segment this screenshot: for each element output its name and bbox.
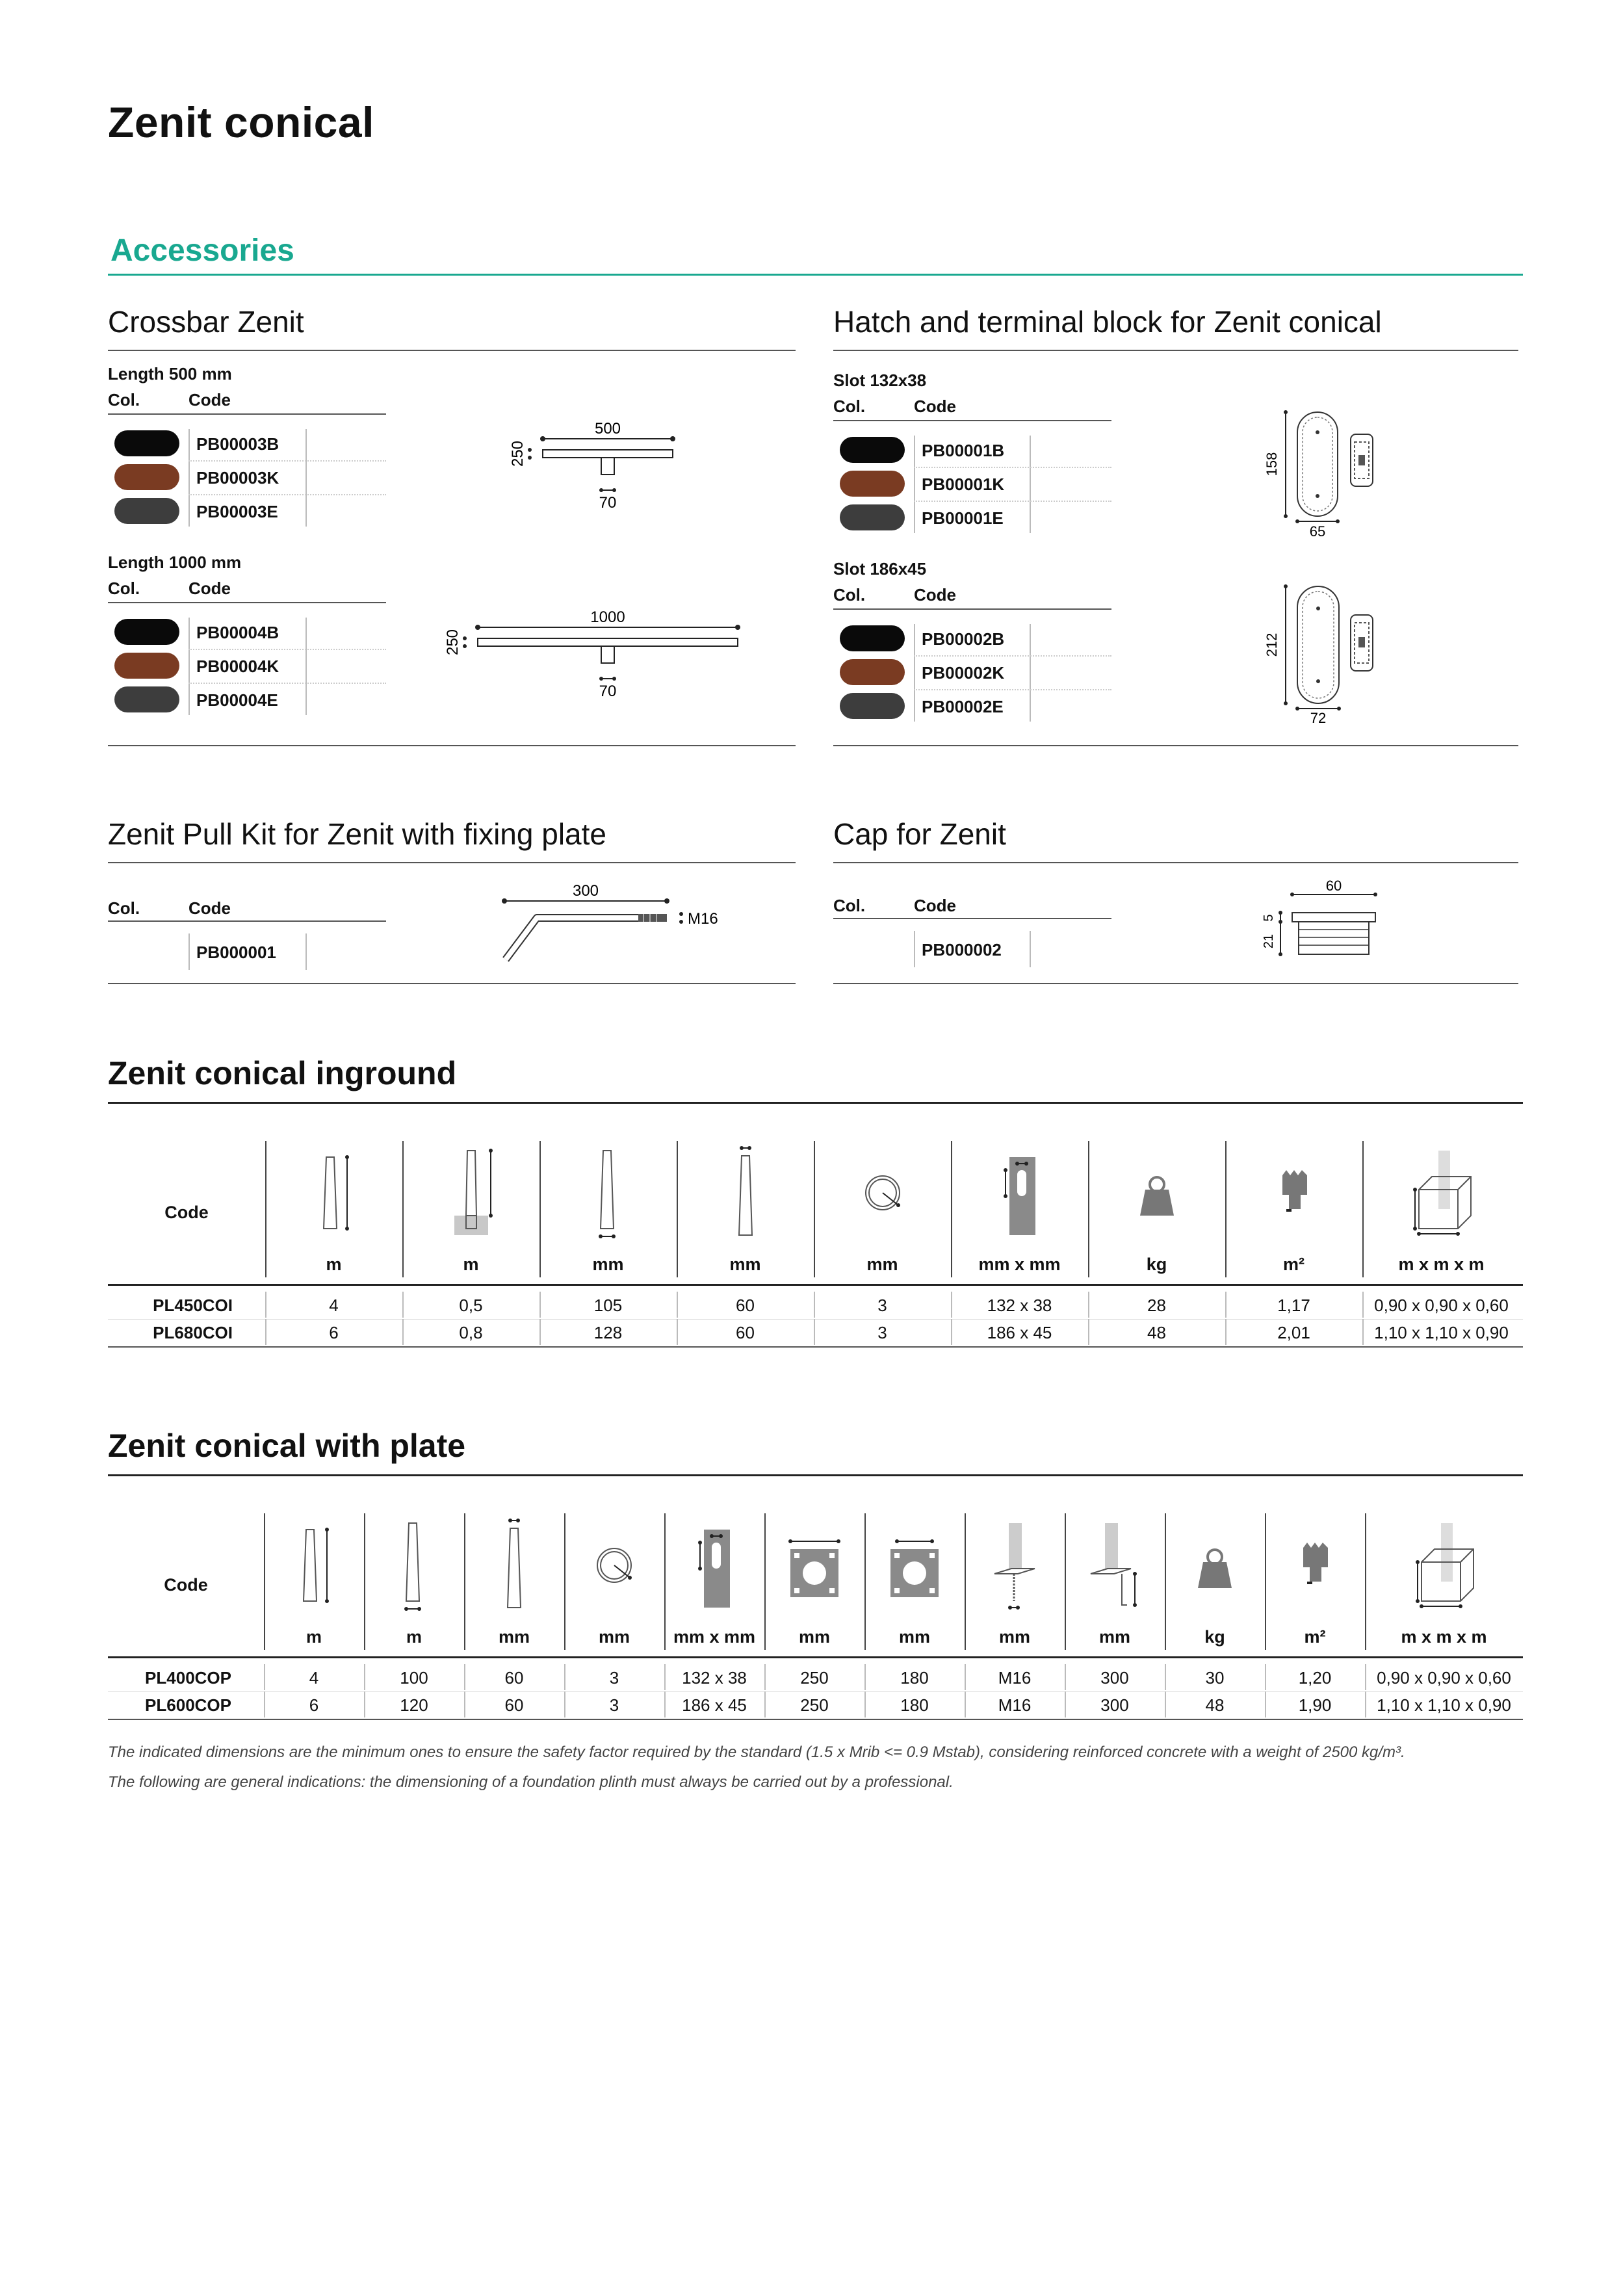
code-cell: PB00003E — [196, 502, 278, 521]
unit-header: mm — [592, 1255, 624, 1274]
plateInter-icon — [864, 1513, 965, 1617]
table-cell: 0,90 x 0,90 x 0,60 — [1377, 1668, 1511, 1688]
cell-separator — [539, 1319, 541, 1345]
table-cell: 0,90 x 0,90 x 0,60 — [1374, 1296, 1509, 1315]
dim-thread: M16 — [688, 910, 718, 928]
table-cell: 3 — [877, 1296, 887, 1315]
hatch-title: Hatch and terminal block for Zenit conical — [833, 305, 1382, 339]
table-cell: 1,10 x 1,10 x 0,90 — [1377, 1695, 1511, 1715]
table-rule — [833, 608, 1111, 610]
accessories-heading: Accessories — [110, 233, 294, 268]
poleHeight-icon — [265, 1141, 402, 1245]
cell-separator — [764, 1691, 766, 1717]
cap-title: Cap for Zenit — [833, 817, 1006, 851]
table-cell: 180 — [900, 1695, 929, 1715]
code-header: Code — [914, 896, 956, 915]
row-divider — [914, 501, 1111, 502]
table-cell: 180 — [900, 1668, 929, 1688]
plate-title: Zenit conical with plate — [108, 1428, 466, 1464]
row-rule — [108, 1719, 1523, 1720]
boltLen-icon — [1065, 1513, 1165, 1617]
row-divider — [914, 655, 1111, 657]
cell-separator — [1088, 1319, 1089, 1345]
col-header: Col. — [833, 896, 866, 915]
table-rule — [108, 413, 386, 415]
cell-separator — [1265, 1691, 1266, 1717]
cell-separator — [265, 1319, 266, 1345]
color-swatch-black — [840, 437, 905, 463]
table-cell: 1,90 — [1298, 1695, 1332, 1715]
cell-separator — [402, 1292, 404, 1318]
cell-separator — [265, 1292, 266, 1318]
separator — [305, 618, 307, 715]
table-cell: 1,17 — [1277, 1296, 1310, 1315]
dim-height-rim: 5 — [1262, 914, 1276, 922]
unit-header: m — [305, 1627, 322, 1647]
unit-header: mm — [998, 1627, 1030, 1647]
cell-separator — [677, 1292, 678, 1318]
code-cell: PB00001K — [922, 475, 1005, 494]
table-cell: 250 — [800, 1695, 829, 1715]
unit-header: mm — [498, 1627, 530, 1647]
col-header: Col. — [833, 397, 866, 416]
code-header: Code — [188, 898, 231, 918]
table-rule — [108, 602, 386, 603]
unit-header: mm — [1098, 1627, 1130, 1647]
unit-header: kg — [1146, 1255, 1167, 1274]
dim-width: 1000 — [590, 608, 625, 626]
cell-separator — [814, 1292, 815, 1318]
table-cell: 100 — [400, 1668, 428, 1688]
inground-title: Zenit conical inground — [108, 1055, 457, 1091]
unit-header: m — [406, 1627, 422, 1647]
unit-header: m x m x m — [1401, 1627, 1487, 1647]
table-rule — [833, 420, 1111, 421]
row-divider — [188, 649, 386, 650]
volume-icon — [1362, 1141, 1520, 1245]
cell-separator — [464, 1691, 465, 1717]
cell-separator — [1065, 1691, 1066, 1717]
crossbar-title: Crossbar Zenit — [108, 305, 304, 339]
table-cell: 128 — [593, 1323, 623, 1342]
cell-separator — [1365, 1691, 1366, 1717]
table-cell: 1,20 — [1298, 1668, 1332, 1688]
inground-rule — [108, 1102, 1523, 1104]
separator — [1030, 436, 1031, 533]
inground-table — [108, 1141, 1523, 1355]
table-cell: 300 — [1100, 1668, 1129, 1688]
weight-icon — [1165, 1513, 1265, 1617]
table-cell: 60 — [736, 1323, 755, 1342]
hatch-bottom-rule — [833, 745, 1518, 746]
code-column-header: Code — [164, 1203, 209, 1222]
topDia-icon — [464, 1513, 564, 1617]
col-header: Col. — [108, 898, 140, 918]
accessories-divider — [108, 274, 1523, 276]
table-cell: 48 — [1147, 1323, 1166, 1342]
baseDia-icon — [364, 1513, 464, 1617]
plateSide-icon — [764, 1513, 864, 1617]
area-icon — [1265, 1513, 1365, 1617]
header-rule — [108, 1656, 1523, 1658]
cell-separator — [1265, 1664, 1266, 1690]
weight-icon — [1088, 1141, 1225, 1245]
separator — [914, 624, 915, 722]
code-header: Code — [188, 579, 231, 598]
table-cell: M16 — [998, 1668, 1032, 1688]
col-header: Col. — [833, 585, 866, 605]
slot-icon — [664, 1513, 764, 1617]
cell-separator — [539, 1292, 541, 1318]
separator — [305, 933, 307, 970]
plate-table — [108, 1513, 1523, 1728]
crossbar-length-1000-label: Length 1000 mm — [108, 553, 242, 572]
table-cell: 30 — [1205, 1668, 1225, 1688]
crossbar-500-drawing — [500, 416, 715, 514]
dim-width: 60 — [1325, 879, 1342, 894]
cell-separator — [364, 1691, 365, 1717]
cell-separator — [1065, 1664, 1066, 1690]
row-rule — [108, 1346, 1523, 1348]
cell-separator — [1362, 1319, 1364, 1345]
cell-separator — [564, 1664, 565, 1690]
hatch-slot-1-label: Slot 132x38 — [833, 371, 927, 390]
dim-width: 65 — [1309, 523, 1326, 540]
table-cell: 2,01 — [1277, 1323, 1310, 1342]
unit-header: mm — [729, 1255, 761, 1274]
cell-separator — [864, 1691, 866, 1717]
code-column-header: Code — [164, 1575, 208, 1595]
cap-rule — [833, 862, 1518, 863]
code-cell: PB00002K — [922, 663, 1005, 683]
note-professional: The following are general indications: the dimensioning of a foundation plinth must always be carried out by a professional. — [108, 1773, 954, 1791]
cap-drawing — [1254, 879, 1397, 963]
code-header: Code — [914, 585, 956, 605]
color-swatch-corten — [114, 653, 179, 679]
cell-separator — [965, 1664, 966, 1690]
pullkit-rule — [108, 862, 796, 863]
unit-header: mm — [598, 1627, 630, 1647]
cell-separator — [264, 1664, 265, 1690]
table-cell: 48 — [1205, 1695, 1225, 1715]
row-code: PL680COI — [153, 1323, 233, 1342]
page-title: Zenit conical — [108, 98, 374, 146]
code-header: Code — [914, 397, 956, 416]
crossbar-1000-drawing — [435, 605, 747, 702]
separator — [1030, 624, 1031, 722]
table-cell: 60 — [736, 1296, 755, 1315]
thickness-icon — [814, 1141, 951, 1245]
baseDia-icon — [539, 1141, 677, 1245]
cell-separator — [1365, 1664, 1366, 1690]
color-swatch-grey — [840, 504, 905, 530]
separator — [914, 931, 915, 967]
cell-separator — [1165, 1691, 1166, 1717]
color-swatch-black — [114, 619, 179, 645]
cell-separator — [1165, 1664, 1166, 1690]
row-rule — [108, 1691, 1523, 1692]
unit-header: m² — [1304, 1627, 1326, 1647]
cell-separator — [402, 1319, 404, 1345]
dim-depth: 70 — [599, 494, 617, 512]
dim-width: 72 — [1310, 710, 1327, 726]
table-cell: 60 — [504, 1695, 524, 1715]
table-cell: 186 x 45 — [987, 1323, 1052, 1342]
table-cell: 3 — [877, 1323, 887, 1342]
table-cell: 3 — [609, 1695, 619, 1715]
table-cell: 132 x 38 — [987, 1296, 1052, 1315]
hatch-rule — [833, 350, 1518, 351]
table-cell: M16 — [998, 1695, 1032, 1715]
cell-separator — [951, 1319, 952, 1345]
cell-separator — [814, 1319, 815, 1345]
poleHeight-icon — [264, 1513, 364, 1617]
hatch-186-drawing — [1261, 579, 1391, 728]
cell-separator — [951, 1292, 952, 1318]
unit-header: mm x mm — [673, 1627, 756, 1647]
crossbar-bottom-rule — [108, 745, 796, 746]
table-cell: 300 — [1100, 1695, 1129, 1715]
col-header: Col. — [108, 579, 140, 598]
color-swatch-grey — [114, 498, 179, 524]
unit-header: mm — [798, 1627, 830, 1647]
cap-bottom-rule — [833, 983, 1518, 984]
table-rule — [108, 920, 386, 922]
cell-separator — [1225, 1319, 1227, 1345]
topDia-icon — [677, 1141, 814, 1245]
color-swatch-grey — [840, 693, 905, 719]
cell-separator — [464, 1664, 465, 1690]
table-rule — [833, 918, 1111, 919]
color-swatch-black — [840, 625, 905, 651]
cell-separator — [764, 1664, 766, 1690]
crossbar-length-500-label: Length 500 mm — [108, 364, 232, 384]
table-cell: 60 — [504, 1668, 524, 1688]
code-cell: PB000002 — [922, 940, 1002, 959]
code-cell: PB00001B — [922, 441, 1005, 460]
row-divider — [914, 467, 1111, 468]
dim-height: 250 — [444, 629, 461, 656]
pullkit-bottom-rule — [108, 983, 796, 984]
poleInground-icon — [402, 1141, 539, 1245]
table-cell: 28 — [1147, 1296, 1166, 1315]
hatch-slot-2-label: Slot 186x45 — [833, 559, 927, 579]
area-icon — [1225, 1141, 1362, 1245]
row-divider — [188, 494, 386, 495]
cell-separator — [1088, 1292, 1089, 1318]
color-swatch-corten — [840, 659, 905, 685]
cell-separator — [1225, 1292, 1227, 1318]
unit-header: m — [463, 1255, 479, 1274]
cell-separator — [1362, 1292, 1364, 1318]
unit-header: mm x mm — [978, 1255, 1061, 1274]
separator — [188, 618, 190, 715]
dim-height: 21 — [1262, 933, 1276, 949]
cell-separator — [965, 1691, 966, 1717]
code-cell: PB00003B — [196, 434, 279, 454]
hatch-132-drawing — [1261, 403, 1391, 540]
code-cell: PB00004K — [196, 657, 279, 676]
header-rule — [108, 1284, 1523, 1286]
row-divider — [188, 683, 386, 684]
code-cell: PB00001E — [922, 508, 1004, 528]
unit-header: m x m x m — [1398, 1255, 1485, 1274]
table-cell: 1,10 x 1,10 x 0,90 — [1374, 1323, 1509, 1342]
separator — [188, 429, 190, 527]
code-cell: PB00002B — [922, 629, 1005, 649]
volume-icon — [1365, 1513, 1523, 1617]
row-code: PL450COI — [153, 1296, 233, 1315]
table-cell: 120 — [400, 1695, 428, 1715]
col-header: Col. — [108, 390, 140, 410]
separator — [914, 436, 915, 533]
table-cell: 186 x 45 — [682, 1695, 747, 1715]
color-swatch-black — [114, 430, 179, 456]
slot-icon — [951, 1141, 1088, 1245]
unit-header: mm — [866, 1255, 898, 1274]
cell-separator — [677, 1319, 678, 1345]
crossbar-rule — [108, 350, 796, 351]
dim-height: 158 — [1264, 452, 1280, 476]
table-cell: 132 x 38 — [682, 1668, 747, 1688]
cell-separator — [864, 1664, 866, 1690]
row-rule — [108, 1319, 1523, 1320]
thickness-icon — [564, 1513, 664, 1617]
note-safety-factor: The indicated dimensions are the minimum ones to ensure the safety factor required by the standard (1.5 x Mrib <= 0.9 Mstab), considering reinforced concrete with a weight of 2500 kg/m³. — [108, 1743, 1405, 1761]
cell-separator — [664, 1664, 666, 1690]
cell-separator — [264, 1691, 265, 1717]
pullkit-drawing — [494, 878, 767, 969]
table-cell: 4 — [309, 1668, 319, 1688]
row-divider — [914, 689, 1111, 690]
dim-height: 212 — [1264, 633, 1280, 657]
cell-separator — [564, 1691, 565, 1717]
code-cell: PB00002E — [922, 697, 1004, 716]
dim-height: 250 — [509, 440, 526, 467]
row-code: PL400COP — [145, 1668, 231, 1688]
table-cell: 6 — [309, 1695, 319, 1715]
unit-header: m² — [1283, 1255, 1305, 1274]
bolt-icon — [965, 1513, 1065, 1617]
row-code: PL600COP — [145, 1695, 231, 1715]
cell-separator — [364, 1664, 365, 1690]
unit-header: m — [326, 1255, 342, 1274]
unit-header: mm — [898, 1627, 930, 1647]
plate-rule — [108, 1474, 1523, 1476]
table-cell: 0,5 — [459, 1296, 483, 1315]
table-cell: 4 — [329, 1296, 339, 1315]
code-cell: PB00004B — [196, 623, 279, 642]
cell-separator — [664, 1691, 666, 1717]
code-header: Code — [188, 390, 231, 410]
color-swatch-corten — [840, 471, 905, 497]
code-cell: PB000001 — [196, 943, 276, 962]
table-cell: 0,8 — [459, 1323, 483, 1342]
row-divider — [188, 460, 386, 462]
separator — [305, 429, 307, 527]
color-swatch-corten — [114, 464, 179, 490]
pullkit-title: Zenit Pull Kit for Zenit with fixing plate — [108, 817, 606, 851]
unit-header: kg — [1204, 1627, 1225, 1647]
table-cell: 105 — [593, 1296, 623, 1315]
code-cell: PB00004E — [196, 690, 278, 710]
separator — [1030, 931, 1031, 967]
dim-width: 500 — [594, 420, 621, 437]
color-swatch-grey — [114, 686, 179, 712]
code-cell: PB00003K — [196, 468, 279, 488]
separator — [188, 933, 190, 970]
table-cell: 3 — [609, 1668, 619, 1688]
table-cell: 6 — [329, 1323, 339, 1342]
table-cell: 250 — [800, 1668, 829, 1688]
dim-length: 300 — [572, 882, 599, 900]
dim-depth: 70 — [599, 683, 617, 700]
